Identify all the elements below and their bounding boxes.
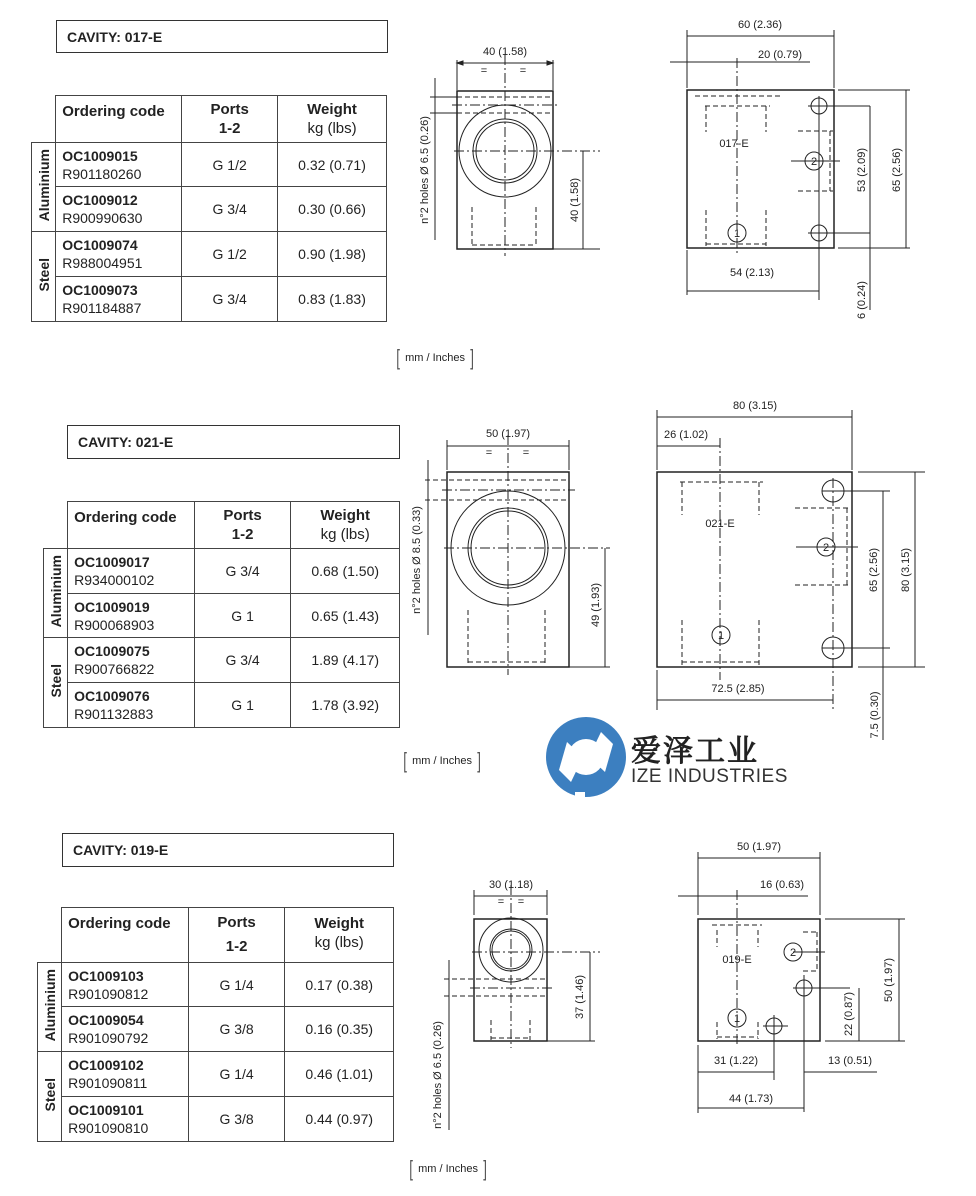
logo-chinese-text: 爱泽工业 [631,735,759,768]
svg-text:=: = [485,447,493,459]
holes-label: n°2 holes Ø 6.5 (0.26) [419,116,431,224]
header-weight: Weight kg (lbs) [291,502,400,549]
units-label: [ mm / Inches ] [403,748,481,773]
cavity-title-019e: CAVITY: 019-E [62,833,394,867]
ordering-code: OC1009101 [68,1102,144,1118]
cavity-title-021e: CAVITY: 021-E [67,425,400,459]
material-label: Aluminium [32,143,56,232]
ports-value: G 3/4 [182,187,278,232]
ref-code: R934000102 [74,572,155,588]
weight-value: 0.32 (0.71) [278,143,387,187]
svg-text:=: = [480,65,488,77]
header-weight: Weight kg (lbs) [285,908,394,963]
ordering-code: OC1009054 [68,1012,144,1028]
weight-value: 0.65 (1.43) [291,594,400,638]
spec-table-017e [31,95,387,322]
dim-height: 40 (1.58) [569,177,581,223]
table-row [44,638,400,683]
weight-value: 1.78 (3.92) [291,683,400,728]
svg-text:20 (0.79): 20 (0.79) [757,49,803,61]
ref-code: R901132883 [74,706,154,722]
svg-text:53 (2.09): 53 (2.09) [856,147,868,193]
svg-text:7.5 (0.30): 7.5 (0.30) [869,691,881,739]
header-ports: Ports 1-2 [182,96,278,143]
svg-text:1: 1 [733,228,741,240]
weight-value: 0.17 (0.38) [285,963,394,1007]
material-label: Steel [44,638,68,728]
table-row [44,683,400,728]
weight-value: 0.44 (0.97) [285,1097,394,1142]
svg-text:=: = [497,896,505,908]
header-ordering-code: Ordering code [68,502,195,549]
weight-value: 0.46 (1.01) [285,1052,394,1097]
weight-value: 0.16 (0.35) [285,1007,394,1052]
ref-code: R901180260 [62,165,142,182]
svg-text:6 (0.24): 6 (0.24) [856,281,868,319]
ports-value: G 3/4 [194,638,291,683]
table-row [38,1007,394,1052]
weight-value: 1.89 (4.17) [291,638,400,683]
ref-code: R901090810 [68,1120,149,1136]
svg-text:49 (1.93): 49 (1.93) [590,582,602,628]
cavity-title-017e: CAVITY: 017-E [56,20,388,53]
svg-text:=: = [519,65,527,77]
svg-text:37 (1.46): 37 (1.46) [574,974,586,1020]
front-view-drawing-021e [400,410,620,680]
spec-table-019e [37,907,394,1142]
ordering-code: OC1009073 [62,282,138,298]
weight-value: 0.68 (1.50) [291,549,400,594]
ports-value: G 3/8 [188,1097,285,1142]
header-ordering-code: Ordering code [56,96,182,143]
table-row [38,1097,394,1142]
ports-value: G 1/4 [188,1052,285,1097]
ordering-code: OC1009102 [68,1057,144,1073]
top-view-drawing-017e [670,10,930,320]
ports-value: G 1 [194,683,291,728]
ports-value: G 3/4 [194,549,291,594]
ordering-code: OC1009017 [74,554,150,570]
ordering-code: OC1009019 [74,598,150,615]
cavity-label: 017-E [719,138,749,150]
ref-code: R900766822 [74,661,155,677]
table-row [32,143,387,187]
ordering-code: OC1009103 [68,967,144,984]
header-weight: Weight kg (lbs) [278,96,387,143]
svg-text:2: 2 [810,156,818,168]
front-view-drawing-017e [410,30,610,260]
svg-text:31 (1.22): 31 (1.22) [713,1055,759,1067]
header-ports: Ports 1-2 [194,502,291,549]
table-row [32,277,387,322]
logo-icon [545,712,627,802]
top-view-drawing-019e [670,830,930,1120]
svg-text:2: 2 [789,947,797,959]
ports-value: G 3/4 [182,277,278,322]
ref-code: R901184887 [62,300,142,316]
ports-value: G 1/2 [182,143,278,187]
top-view-drawing-021e [640,390,930,750]
material-label: Steel [38,1052,62,1142]
table-row [44,594,400,638]
ref-code: R900990630 [62,210,143,226]
ports-value: G 1 [194,594,291,638]
svg-text:30 (1.18): 30 (1.18) [488,879,534,891]
ref-code: R901090792 [68,1030,149,1046]
ports-value: G 1/2 [182,232,278,277]
svg-text:22 (0.87): 22 (0.87) [843,991,855,1037]
svg-text:54 (2.13): 54 (2.13) [729,267,775,279]
table-row [38,1052,394,1097]
table-row [32,232,387,277]
material-label: Aluminium [44,549,68,638]
table-row [32,187,387,232]
ref-code: R901090812 [68,985,149,1002]
cavity-label: 021-E [705,518,735,530]
header-ports: Ports 1-2 [188,908,285,963]
svg-text:=: = [522,447,530,459]
svg-text:=: = [517,896,525,908]
ordering-code: OC1009075 [74,643,150,659]
svg-text:1: 1 [717,630,725,642]
svg-text:13 (0.51): 13 (0.51) [827,1055,873,1067]
svg-text:50 (1.97): 50 (1.97) [485,428,531,440]
svg-text:50 (1.97): 50 (1.97) [883,957,895,1003]
svg-text:80 (3.15): 80 (3.15) [732,400,778,412]
svg-text:16 (0.63): 16 (0.63) [759,879,805,891]
weight-value: 0.30 (0.66) [278,187,387,232]
header-ordering-code: Ordering code [62,908,189,963]
holes-label: n°2 holes Ø 6.5 (0.26) [432,1021,444,1129]
ports-value: G 3/8 [188,1007,285,1052]
svg-text:26 (1.02): 26 (1.02) [663,429,709,441]
weight-value: 0.83 (1.83) [278,277,387,322]
material-label: Steel [32,232,56,322]
svg-text:65 (2.56): 65 (2.56) [891,147,903,193]
weight-value: 0.90 (1.98) [278,232,387,277]
svg-text:2: 2 [822,542,830,554]
ref-code: R900068903 [74,616,155,633]
svg-text:1: 1 [733,1013,741,1025]
svg-text:80 (3.15): 80 (3.15) [900,547,912,593]
svg-text:65 (2.56): 65 (2.56) [868,547,880,593]
svg-text:60 (2.36): 60 (2.36) [737,19,783,31]
units-label: [ mm / Inches ] [396,345,474,370]
logo-english-text: IZE INDUSTRIES [631,766,788,787]
svg-text:72.5 (2.85): 72.5 (2.85) [711,683,765,695]
svg-text:50 (1.97): 50 (1.97) [736,841,782,853]
company-logo [545,712,805,802]
front-view-drawing-019e [420,860,600,1140]
ordering-code: OC1009074 [62,237,138,253]
ports-value: G 1/4 [188,963,285,1007]
ref-code: R988004951 [62,255,143,271]
units-label: [ mm / Inches ] [409,1156,487,1181]
table-row [44,549,400,594]
ordering-code: OC1009012 [62,192,138,208]
ordering-code: OC1009015 [62,147,138,164]
svg-text:44 (1.73): 44 (1.73) [728,1093,774,1105]
ordering-code: OC1009076 [74,688,150,704]
table-row [38,963,394,1007]
material-label: Aluminium [38,963,62,1052]
cavity-label: 019-E [722,954,752,966]
dim-width: 40 (1.58) [482,46,528,58]
ref-code: R901090811 [68,1075,148,1091]
spec-table-021e [43,501,400,728]
holes-label: n°2 holes Ø 8.5 (0.33) [411,506,423,614]
